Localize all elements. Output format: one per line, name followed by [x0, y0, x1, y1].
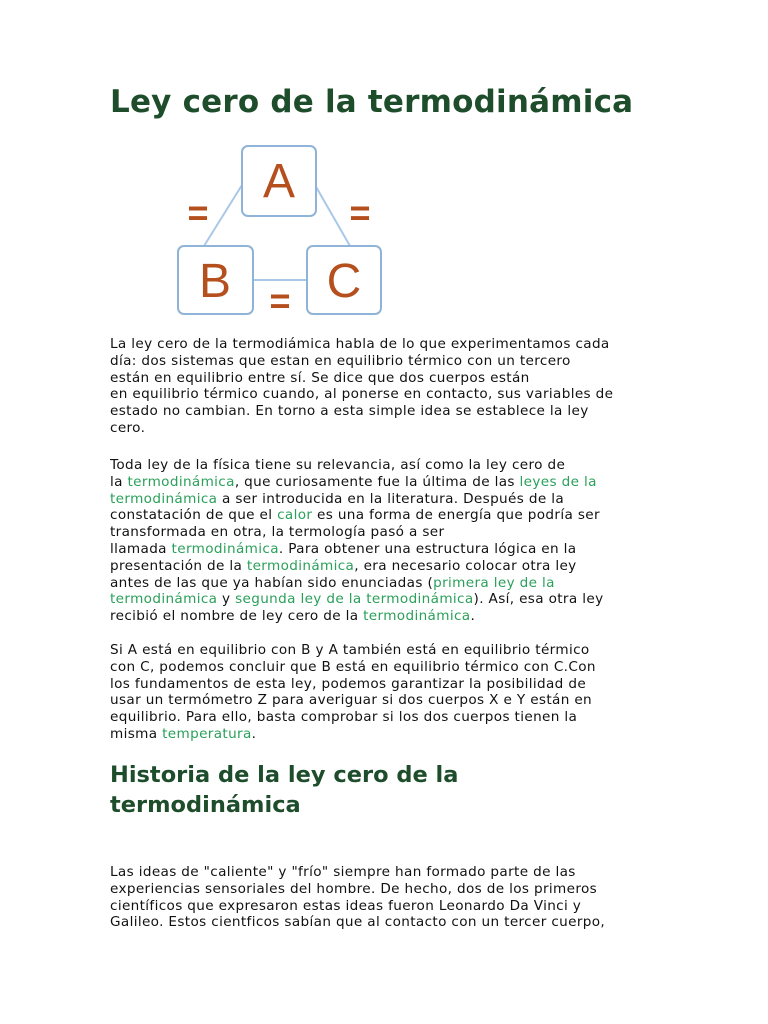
text-line: [110, 591, 662, 608]
text-line: en equilibrio térmico cuando, al ponerse en contacto, sus variables de: [110, 386, 614, 403]
text-run: es una forma de energía que podría ser: [312, 507, 600, 524]
text-line: científicos que expresaron estas ideas fueron Leonardo Da Vinci y: [110, 897, 582, 914]
equals-bottom: =: [269, 280, 291, 321]
text-line: [110, 474, 662, 491]
text-run: antes de las que ya habían sido enunciadas (: [110, 574, 434, 591]
text-line: están en equilibrio entre sí. Se dice que dos cuerpos están: [110, 369, 530, 386]
text-line: cero.: [110, 419, 146, 436]
text-line: los fundamentos de esta ley, podemos garantizar la posibilidad de: [110, 675, 587, 692]
link-leyes-de-la-termodinamica-cont[interactable]: termodinámica: [110, 490, 218, 507]
text-run: a ser introducida en la literatura. Después de la: [217, 490, 565, 507]
text-line: [110, 558, 662, 575]
link-primera-ley[interactable]: primera ley de la: [433, 574, 555, 591]
text-run: . Para obtener una estructura lógica en la: [278, 540, 577, 557]
text-line: [110, 575, 662, 592]
text-line: equilibrio. Para ello, basta comprobar si los dos cuerpos tienen la: [110, 709, 578, 726]
section-heading-historia: [110, 760, 670, 820]
text-run: , que curiosamente fue la última de las: [234, 473, 520, 490]
link-termodinamica[interactable]: termodinámica: [246, 557, 355, 574]
link-leyes-de-la-termodinamica[interactable]: leyes de la: [519, 473, 597, 490]
link-termodinamica[interactable]: termodinámica: [363, 608, 471, 625]
page-title: Ley cero de la termodinámica: [110, 84, 634, 120]
text-run: misma: [110, 725, 163, 742]
text-line: [110, 726, 662, 743]
equals-left: =: [187, 192, 209, 233]
text-line: usar un termómetro Z para averiguar si dos cuerpos X e Y están en: [110, 692, 593, 709]
text-run: la: [110, 473, 128, 490]
text-line: Toda ley de la física tiene su relevancia, así como la ley cero de: [110, 457, 566, 473]
box-c-label: C: [326, 255, 362, 308]
connector-a-c: [315, 185, 350, 246]
link-calor[interactable]: calor: [277, 507, 313, 524]
diagram-svg: [110, 138, 450, 326]
text-line: La ley cero de la termodiámica habla de lo que experimentamos cada: [110, 336, 610, 352]
text-line: Las ideas de "caliente" y "frío" siempre han formado parte de las: [110, 864, 576, 880]
text-line: [110, 507, 662, 524]
paragraph-relevance: [110, 457, 662, 625]
text-line: experiencias sensoriales del hombre. De hecho, dos de los primeros: [110, 880, 598, 897]
text-line: [110, 541, 662, 558]
text-run: .: [470, 608, 476, 625]
text-line: estado no cambian. En torno a esta simple idea se establece la ley: [110, 403, 589, 420]
text-line: transformada en otra, la termología pasó a ser: [110, 524, 445, 541]
heading-line: termodinámica: [110, 792, 301, 818]
text-line: Si A está en equilibrio con B y A también está en equilibrio térmico: [110, 642, 590, 658]
text-line: con C, podemos concluir que B está en equilibrio térmico con C.Con: [110, 658, 596, 675]
text-run: ). Así, esa otra ley: [473, 591, 604, 608]
text-run: constatación de que el: [110, 507, 278, 524]
text-line: [110, 491, 662, 508]
link-segunda-ley[interactable]: segunda ley de la termodinámica: [235, 591, 474, 608]
box-b-label: B: [198, 255, 232, 308]
link-primera-ley-cont[interactable]: termodinámica: [110, 591, 218, 608]
text-line: día: dos sistemas que estan en equilibrio térmico con un tercero: [110, 352, 571, 369]
paragraph-history: [110, 864, 662, 931]
link-temperatura[interactable]: temperatura: [162, 725, 252, 742]
text-run: presentación de la: [110, 557, 247, 574]
box-a-label: A: [262, 155, 296, 208]
link-termodinamica[interactable]: termodinámica: [127, 473, 235, 490]
text-line: [110, 608, 662, 625]
link-termodinamica[interactable]: termodinámica: [171, 540, 279, 557]
text-run: , era necesario colocar otra ley: [354, 557, 577, 574]
text-run: llamada: [110, 540, 172, 557]
zeroth-law-diagram: [110, 138, 450, 326]
text-run: y: [217, 591, 236, 608]
heading-line: Historia de la ley cero de la: [110, 762, 459, 788]
connector-a-b: [204, 185, 242, 246]
paragraph-equilibrium: [110, 642, 662, 743]
paragraph-intro: [110, 336, 662, 437]
equals-right: =: [349, 192, 371, 233]
text-line: Galileo. Estos cientficos sabían que al contacto con un tercer cuerpo,: [110, 914, 606, 931]
text-run: .: [251, 725, 257, 742]
text-run: recibió el nombre de ley cero de la: [110, 608, 364, 625]
